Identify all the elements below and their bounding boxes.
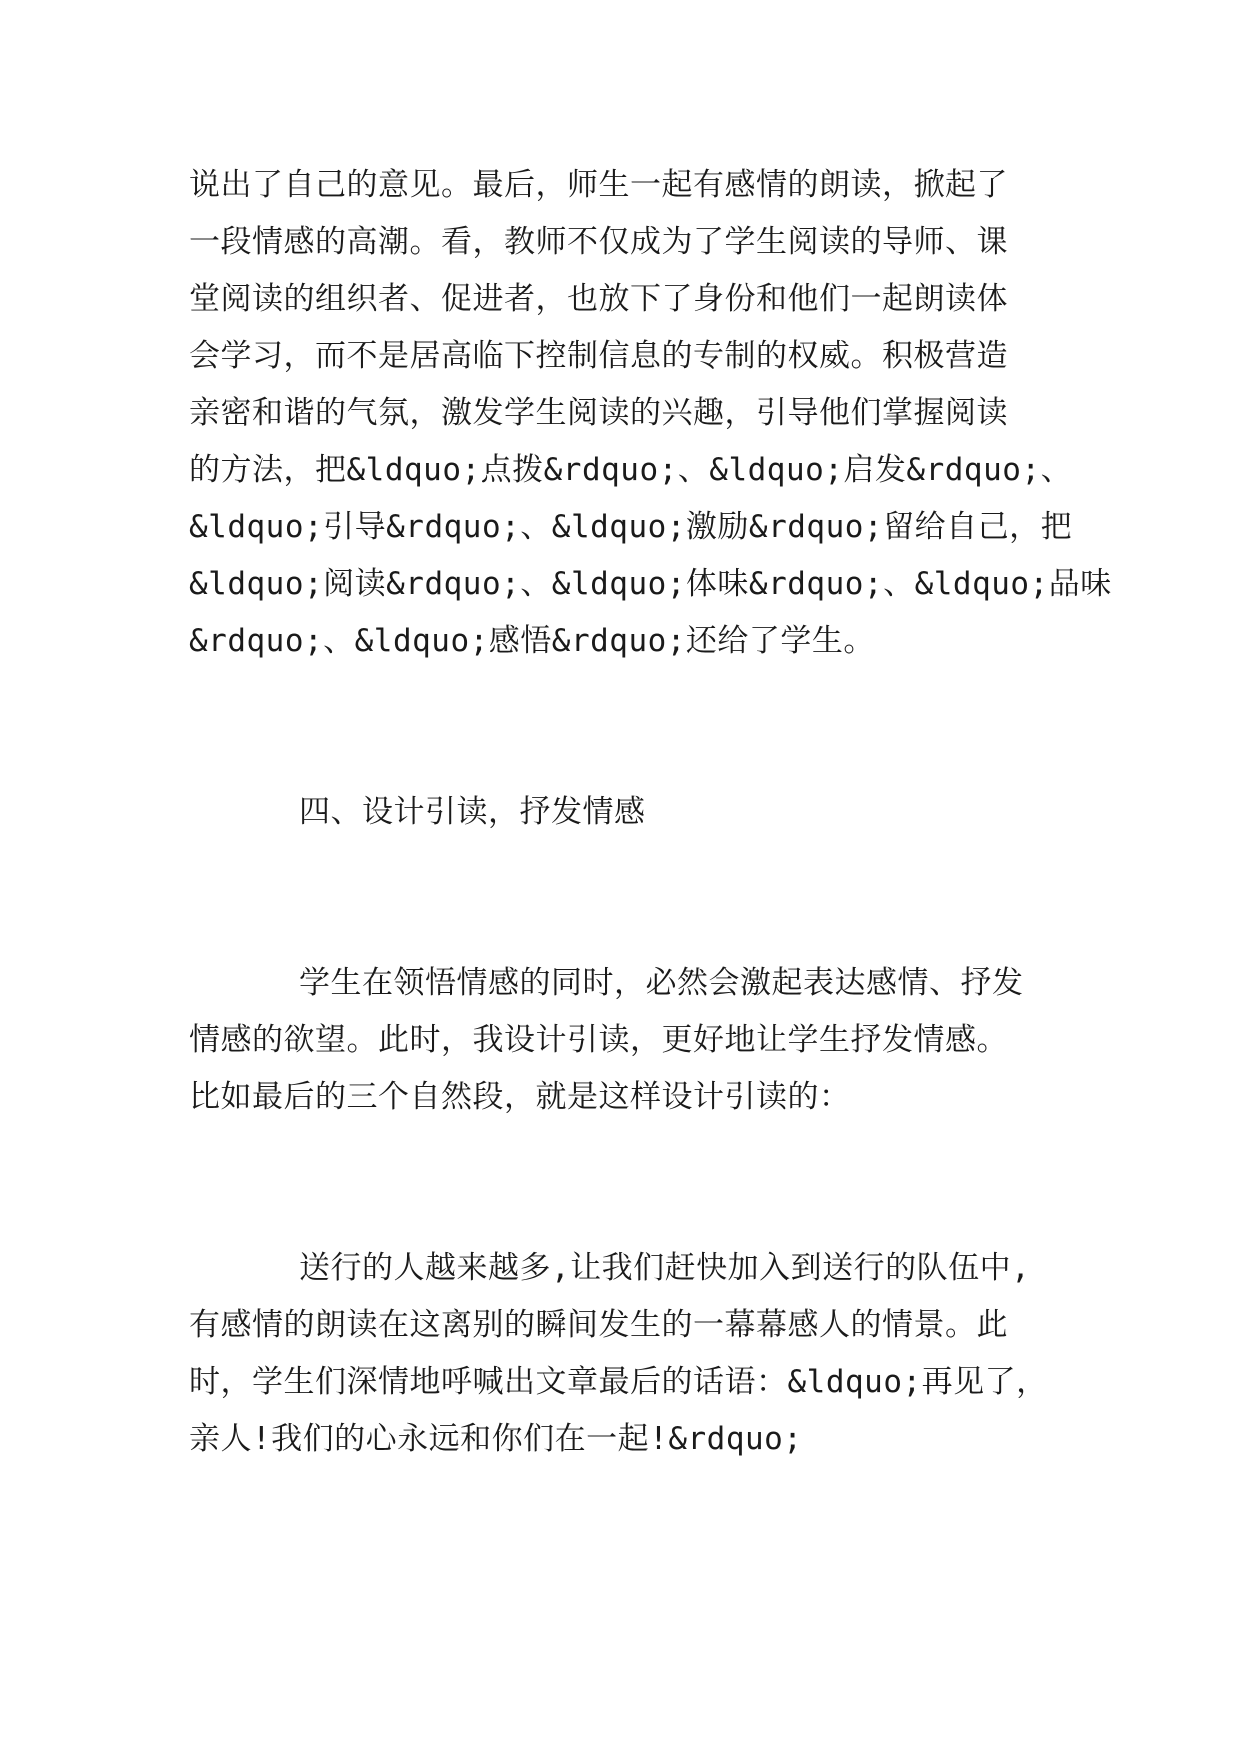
section-heading: 四、设计引读，抒发情感 [299,794,646,830]
paragraph-3-line-2: 情感的欲望。此时，我设计引读，更好地让学生抒发情感。 [189,1022,1008,1058]
paragraph-1-line-5: 亲密和谐的气氛，激发学生阅读的兴趣，引导他们掌握阅读 [189,395,1008,431]
paragraph-4-line-1: 送行的人越来越多,让我们赶快加入到送行的队伍中, [299,1250,1031,1286]
paragraph-1-line-6: 的方法，把&ldquo;点拨&rdquo;、&ldquo;启发&rdquo;、 [189,452,1073,488]
paragraph-3-line-1: 学生在领悟情感的同时，必然会激起表达感情、抒发 [299,965,1024,1001]
paragraph-1-line-2: 一段情感的高潮。看，教师不仅成为了学生阅读的导师、课 [189,224,1008,260]
paragraph-4-line-3: 时，学生们深情地呼喊出文章最后的话语：&ldquo;再见了， [189,1364,1048,1400]
paragraph-1-line-4: 会学习，而不是居高临下控制信息的专制的权威。积极营造 [189,338,1008,374]
paragraph-4-line-4: 亲人!我们的心永远和你们在一起!&rdquo; [189,1421,803,1457]
paragraph-1-line-1: 说出了自己的意见。最后，师生一起有感情的朗读，掀起了 [189,167,1008,203]
paragraph-1-line-9: &rdquo;、&ldquo;感悟&rdquo;还给了学生。 [189,623,875,659]
paragraph-1-line-3: 堂阅读的组织者、促进者，也放下了身份和他们一起朗读体 [189,281,1008,317]
paragraph-1-line-8: &ldquo;阅读&rdquo;、&ldquo;体味&rdquo;、&ldquo;品味 [189,566,1112,602]
paragraph-1-line-7: &ldquo;引导&rdquo;、&ldquo;激励&rdquo;留给自己，把 [189,509,1073,545]
paragraph-3-line-3: 比如最后的三个自然段，就是这样设计引读的： [189,1079,851,1115]
paragraph-4-line-2: 有感情的朗读在这离别的瞬间发生的一幕幕感人的情景。此 [189,1307,1008,1343]
